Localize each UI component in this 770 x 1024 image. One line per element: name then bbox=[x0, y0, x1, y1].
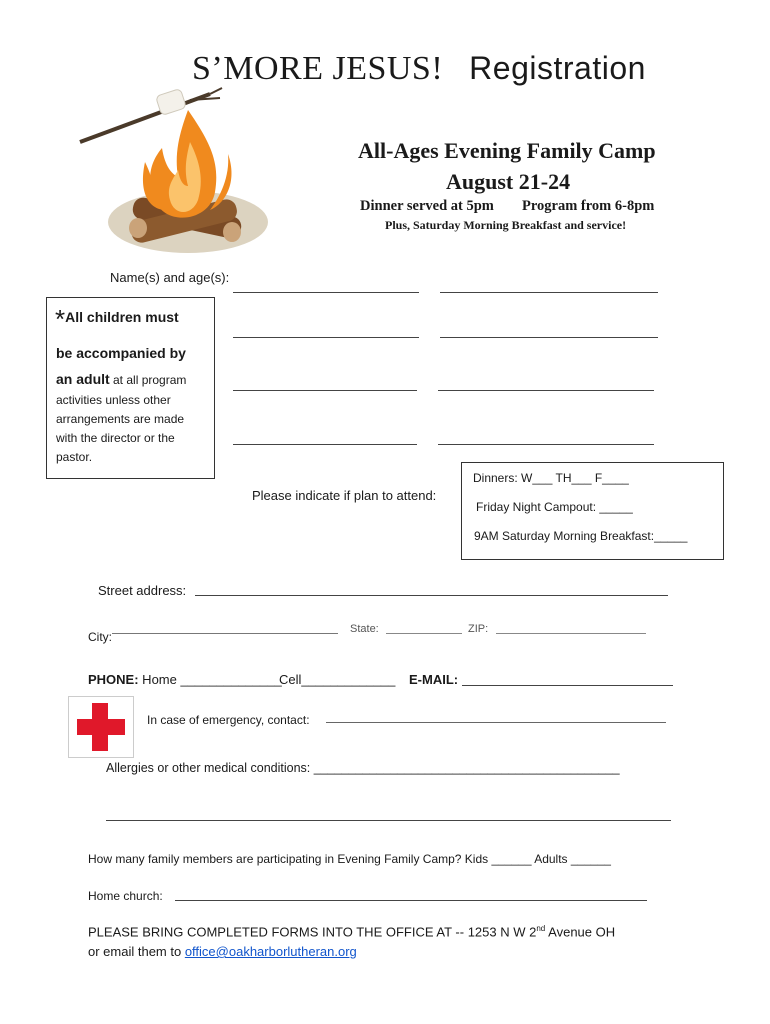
attendance-box bbox=[461, 462, 724, 560]
event-dates: August 21-24 bbox=[446, 169, 571, 194]
notice-text-1: at all program bbox=[109, 373, 187, 387]
email-label: E-MAIL: bbox=[409, 672, 459, 687]
attendance-prompt: Please indicate if plan to attend: bbox=[252, 488, 437, 503]
name-line-3a[interactable] bbox=[233, 390, 417, 391]
page-title bbox=[192, 50, 646, 88]
name-line-4b[interactable] bbox=[438, 444, 654, 445]
home-church-label: Home church: bbox=[88, 889, 163, 903]
cell-phone-field[interactable]: Cell_____________ bbox=[279, 672, 396, 687]
email-line[interactable] bbox=[462, 685, 673, 686]
dinner-time: Dinner served at 5pm bbox=[360, 198, 494, 214]
office-email-link[interactable]: office@oakharborlutheran.org bbox=[184, 944, 357, 959]
notice-text-3: arrangements are made bbox=[56, 412, 185, 426]
street-line[interactable] bbox=[195, 595, 668, 596]
zip-line[interactable] bbox=[496, 633, 646, 634]
title-registration: Registration bbox=[469, 50, 646, 86]
footer-line1-end: Avenue OH bbox=[545, 924, 616, 940]
city-label: City: bbox=[88, 630, 112, 644]
red-cross-icon bbox=[68, 696, 134, 758]
campout-field[interactable]: Friday Night Campout: _____ bbox=[476, 500, 633, 514]
name-line-4a[interactable] bbox=[233, 444, 417, 445]
notice-bold-3: an adult bbox=[56, 371, 110, 387]
notice-text-5: pastor. bbox=[56, 450, 93, 464]
medical-label: Allergies or other medical conditions: ____________________________________________ bbox=[106, 761, 620, 775]
extra-info: Plus, Saturday Morning Breakfast and service! bbox=[385, 218, 627, 232]
state-label: State: bbox=[350, 623, 379, 635]
footer-sup: nd bbox=[536, 924, 546, 933]
emergency-label: In case of emergency, contact: bbox=[147, 713, 310, 727]
marshmallow bbox=[156, 88, 187, 115]
notice-bold-2: be accompanied by bbox=[56, 345, 186, 361]
home-phone-field[interactable]: Home ______________ bbox=[138, 672, 282, 687]
title-main: S’MORE JESUS! bbox=[192, 50, 444, 87]
event-name: All-Ages Evening Family Camp bbox=[358, 138, 656, 163]
names-label: Name(s) and age(s): bbox=[110, 270, 230, 285]
state-line[interactable] bbox=[386, 633, 462, 634]
dinners-field[interactable]: Dinners: W___ TH___ F____ bbox=[473, 471, 629, 485]
city-line[interactable] bbox=[112, 633, 338, 634]
children-notice-box bbox=[46, 297, 215, 479]
notice-bold-1: All children must bbox=[65, 309, 179, 325]
medical-line-2[interactable] bbox=[106, 820, 671, 821]
name-line-1a[interactable] bbox=[233, 292, 419, 293]
family-count-question: How many family members are participating in Evening Family Camp? Kids ______ Adults ______ bbox=[88, 852, 611, 866]
notice-text-4: with the director or the bbox=[56, 431, 175, 445]
home-church-line[interactable] bbox=[175, 900, 647, 901]
program-time: Program from 6-8pm bbox=[522, 198, 655, 214]
campfire-illustration bbox=[70, 82, 280, 257]
footer-email-prefix: or email them to bbox=[88, 944, 185, 959]
emergency-line[interactable] bbox=[326, 722, 666, 723]
name-line-3b[interactable] bbox=[438, 390, 654, 391]
street-label: Street address: bbox=[98, 583, 187, 598]
phone-row bbox=[88, 672, 282, 687]
notice-text-2: activities unless other bbox=[56, 393, 171, 407]
footer-line1: PLEASE BRING COMPLETED FORMS INTO THE OFFICE AT -- 1253 N W 2 bbox=[88, 924, 537, 940]
phone-label: PHONE: bbox=[88, 672, 139, 687]
zip-label: ZIP: bbox=[468, 623, 489, 635]
asterisk: * bbox=[55, 304, 66, 334]
footer-instructions bbox=[88, 924, 615, 939]
footer-email-row bbox=[88, 944, 357, 959]
name-line-1b[interactable] bbox=[440, 292, 658, 293]
name-line-2b[interactable] bbox=[440, 337, 658, 338]
name-line-2a[interactable] bbox=[233, 337, 419, 338]
breakfast-field[interactable]: 9AM Saturday Morning Breakfast:_____ bbox=[474, 529, 688, 543]
